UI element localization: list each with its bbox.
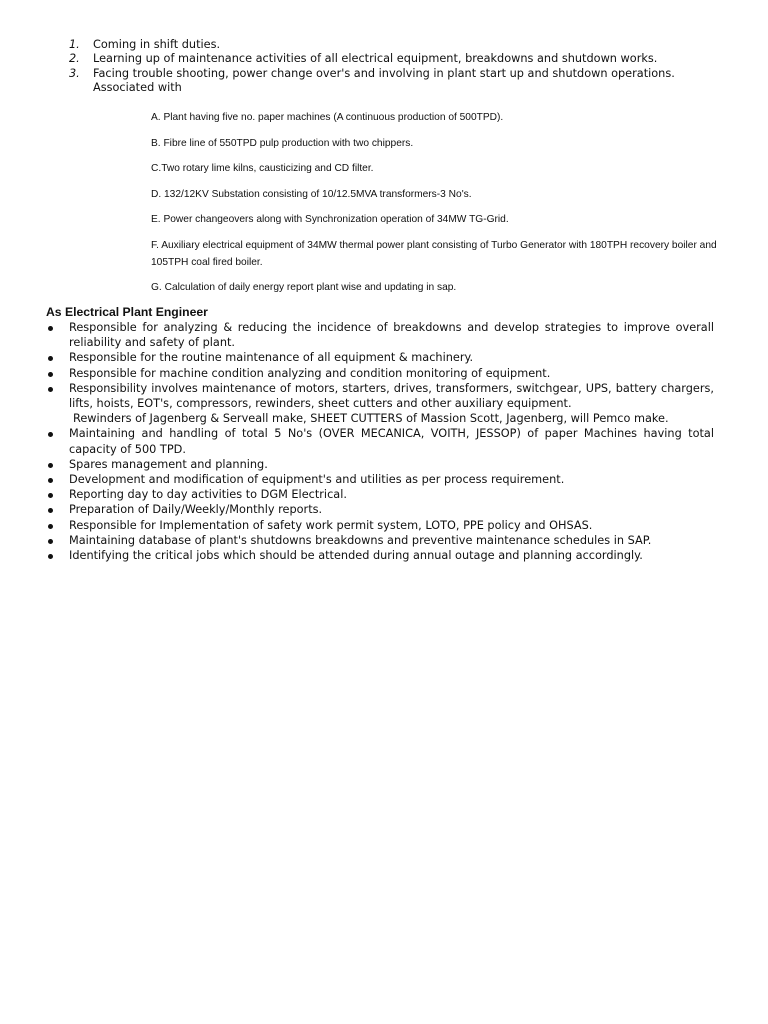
bullet-text: Development and modification of equipment's and utilities as per process requirement. xyxy=(69,473,565,487)
bullet-icon xyxy=(48,539,53,544)
bullet-icon xyxy=(48,554,53,559)
lettered-item-e: E. Power changeovers along with Synchronization operation of 34MW TG-Grid. xyxy=(151,214,509,225)
list-item xyxy=(69,38,709,52)
bullet-item xyxy=(46,548,714,563)
bullet-icon xyxy=(48,432,53,437)
bullet-text: Spares management and planning. xyxy=(69,457,268,471)
list-number: 2. xyxy=(69,52,80,66)
list-item xyxy=(69,67,709,96)
lettered-item-g: G. Calculation of daily energy report plant wise and updating in sap. xyxy=(151,282,457,293)
section-heading: As Electrical Plant Engineer xyxy=(46,305,208,319)
bullet-icon xyxy=(48,508,53,513)
bullet-item xyxy=(46,457,714,472)
bullet-icon xyxy=(48,356,53,361)
bullet-icon xyxy=(48,372,53,377)
bullet-item xyxy=(46,426,714,456)
bullet-continuation-text: Rewinders of Jagenberg & Serveall make, SHEET CUTTERS of Massion Scott, Jagenberg, will Pemco make. xyxy=(73,412,669,426)
list-number: 1. xyxy=(69,38,80,51)
bullet-item xyxy=(46,381,714,427)
list-number: 3. xyxy=(69,66,80,80)
bullet-item xyxy=(46,366,714,381)
bullet-text: Identifying the critical jobs which should be attended during annual outage and planning accordingly. xyxy=(69,549,643,563)
list-item xyxy=(69,52,709,66)
list-item-text: Coming in shift duties. xyxy=(93,38,221,51)
bullet-item xyxy=(46,320,714,350)
bullet-icon xyxy=(48,493,53,498)
bullet-text: Responsible for machine condition analyzing and condition monitoring of equipment. xyxy=(69,366,551,380)
bullet-icon xyxy=(48,478,53,483)
bullet-icon xyxy=(48,463,53,468)
lettered-list xyxy=(151,109,721,305)
bullet-item xyxy=(46,487,714,502)
bullet-item xyxy=(46,533,714,548)
bullet-text: Maintaining database of plant's shutdowns breakdowns and preventive maintenance schedules in SAP. xyxy=(69,533,652,547)
bullet-text: Reporting day to day activities to DGM Electrical. xyxy=(69,488,347,502)
bullet-text: Maintaining and handling of total 5 No's (OVER MECANICA, VOITH, JESSOP) of paper Machines having total capacity of 500 TPD. xyxy=(69,427,714,456)
bullet-icon xyxy=(48,524,53,529)
bullet-text: Preparation of Daily/Weekly/Monthly reports. xyxy=(69,503,323,517)
lettered-item-b: B. Fibre line of 550TPD pulp production with two chippers. xyxy=(151,137,414,149)
bullet-text: Responsible for analyzing & reducing the incidence of breakdowns and develop strategies to improve overall reliability and safety of plant. xyxy=(69,321,714,350)
list-item-text: Learning up of maintenance activities of all electrical equipment, breakdowns and shutdown works. xyxy=(93,52,658,66)
lettered-item-c: C.Two rotary lime kilns, causticizing and CD filter. xyxy=(151,163,374,174)
bullet-item xyxy=(46,350,714,365)
numbered-list xyxy=(69,38,709,96)
bullet-text: Responsibility involves maintenance of motors, starters, drives, transformers, switchgear, UPS, battery chargers, lifts, hoists, EOT's, compressors, rewinders, sheet cutters and other auxiliary equipment. xyxy=(69,381,714,411)
lettered-item-a: A. Plant having five no. paper machines (A continuous production of 500TPD). xyxy=(151,112,504,123)
bullet-item xyxy=(46,472,714,487)
lettered-item-f: F. Auxiliary electrical equipment of 34MW thermal power plant consisting of Turbo Generator with 180TPH recovery boiler and 105TPH coal fired boiler. xyxy=(151,239,717,268)
bullet-text: Responsible for Implementation of safety work permit system, LOTO, PPE policy and OHSAS. xyxy=(69,518,593,532)
bullet-text: Responsible for the routine maintenance of all equipment & machinery. xyxy=(69,351,474,365)
bullet-item xyxy=(46,518,714,533)
list-item-text: Facing trouble shooting, power change over's and involving in plant start up and shutdown operations. Associated with xyxy=(93,66,675,95)
bullet-item xyxy=(46,502,714,517)
bullet-icon xyxy=(48,387,53,392)
lettered-item-d: D. 132/12KV Substation consisting of 10/12.5MVA transformers-3 No's. xyxy=(151,188,472,200)
bullet-icon xyxy=(48,326,53,331)
bullet-list xyxy=(46,320,714,563)
